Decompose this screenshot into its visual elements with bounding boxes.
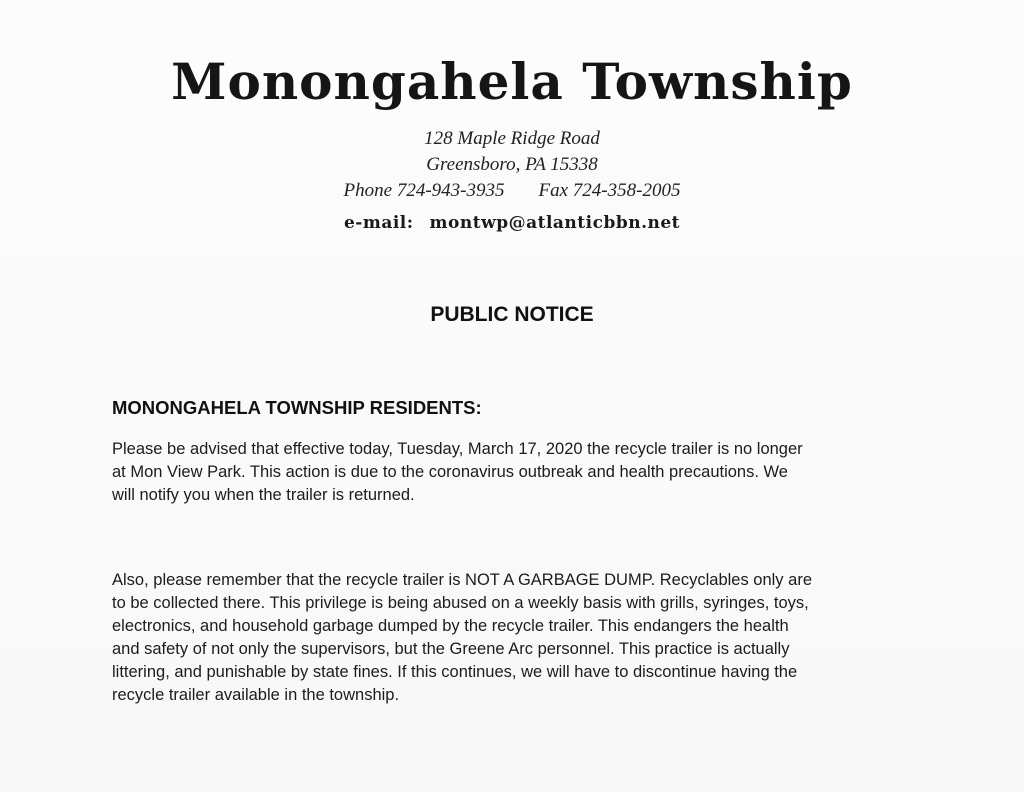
city-state-zip: Greensboro, PA 15338 <box>426 154 598 175</box>
paragraph-line: at Mon View Park. This action is due to the coronavirus outbreak and health precautions. We <box>112 463 788 481</box>
phone-number: Phone 724-943-3935 <box>343 180 505 201</box>
email-label: e-mail: <box>343 213 414 233</box>
organization-title: Monongahela Township <box>171 52 853 111</box>
paragraph-line: to be collected there. This privilege is being abused on a weekly basis with grills, syringes, toys, <box>112 594 809 612</box>
paragraph-not-a-garbage-dump <box>112 569 912 707</box>
email-line <box>0 210 1024 236</box>
contact-numbers <box>0 178 1024 204</box>
paragraph-line: Also, please remember that the recycle trailer is NOT A GARBAGE DUMP. Recyclables only are <box>112 571 812 589</box>
paragraph-line: electronics, and household garbage dumped by the recycle trailer. This endangers the health <box>112 617 789 635</box>
residents-heading: MONONGAHELA TOWNSHIP RESIDENTS: <box>112 397 482 418</box>
paragraph-recycle-trailer-removed <box>112 438 912 507</box>
paragraph-line: and safety of not only the supervisors, but the Greene Arc personnel. This practice is actually <box>112 640 790 658</box>
paragraph-line: littering, and punishable by state fines. If this continues, we will have to discontinue having the <box>112 663 798 681</box>
email-address: montwp@atlanticbbn.net <box>429 213 681 233</box>
paragraph-line: Please be advised that effective today, Tuesday, March 17, 2020 the recycle trailer is no longer <box>112 440 803 458</box>
address-block <box>0 126 1024 204</box>
paragraph-line: will notify you when the trailer is returned. <box>112 486 415 504</box>
street-address: 128 Maple Ridge Road <box>424 128 600 149</box>
fax-number: Fax 724-358-2005 <box>538 180 681 201</box>
notice-title: PUBLIC NOTICE <box>430 303 594 326</box>
paragraph-line: recycle trailer available in the township. <box>112 686 400 704</box>
